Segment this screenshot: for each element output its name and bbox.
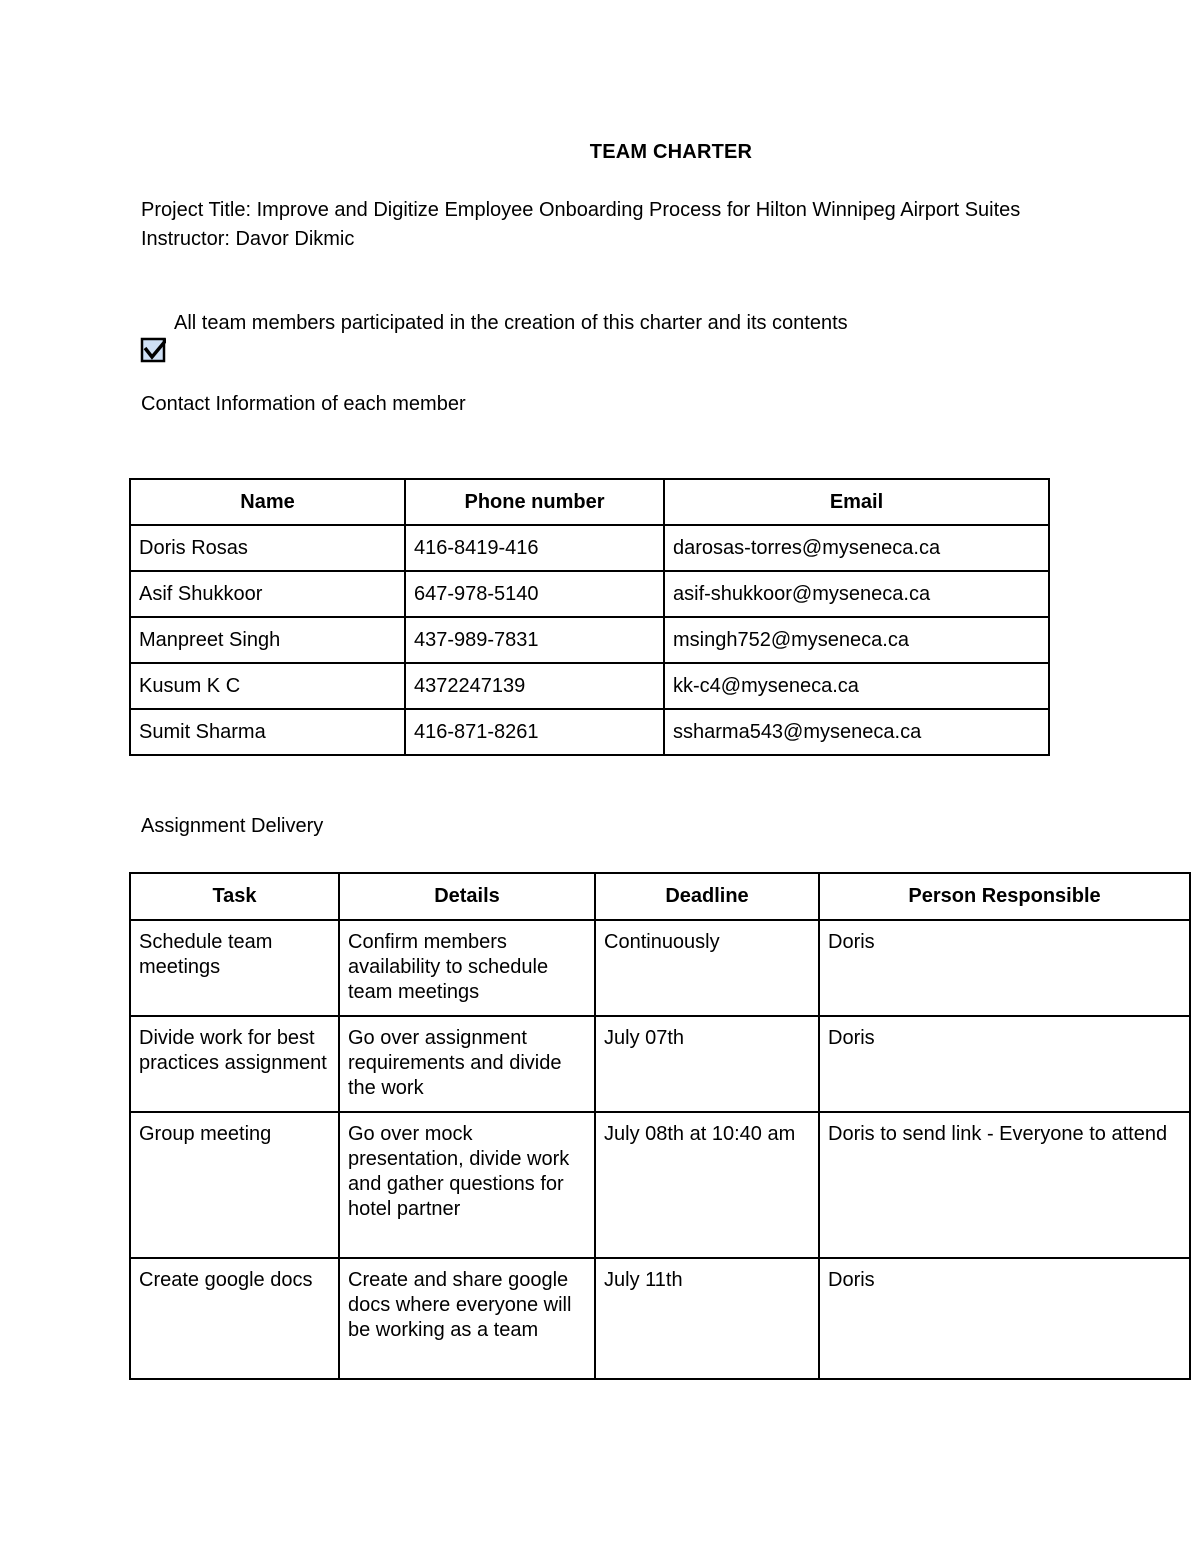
table-row (130, 571, 1049, 617)
person-cell: Doris (819, 1258, 1190, 1379)
table-row (130, 709, 1049, 755)
member-phone: 437-989-7831 (405, 617, 664, 663)
instructor: Instructor: Davor Dikmic (141, 228, 355, 250)
column-header-email: Email (664, 479, 1049, 525)
deadline-cell: July 08th at 10:40 am (595, 1112, 819, 1258)
details-cell: Go over mock presentation, divide work and gather questions for hotel partner (339, 1112, 595, 1258)
person-cell: Doris (819, 920, 1190, 1016)
contact-header-row (130, 479, 1049, 525)
participation-statement: All team members participated in the creation of this charter and its contents (174, 312, 848, 334)
member-name: Kusum K C (130, 663, 405, 709)
delivery-heading: Assignment Delivery (141, 815, 324, 837)
deadline-cell: July 07th (595, 1016, 819, 1112)
column-header-task: Task (130, 873, 339, 920)
document-title: TEAM CHARTER (589, 141, 753, 163)
member-email: msingh752@myseneca.ca (664, 617, 1049, 663)
column-header-person: Person Responsible (819, 873, 1190, 920)
task-cell: Divide work for best practices assignment (130, 1016, 339, 1112)
contact-table (129, 478, 1050, 756)
contact-heading: Contact Information of each member (141, 393, 466, 415)
member-email: kk-c4@myseneca.ca (664, 663, 1049, 709)
checkbox-checked-icon[interactable] (140, 337, 166, 363)
column-header-deadline: Deadline (595, 873, 819, 920)
member-name: Doris Rosas (130, 525, 405, 571)
details-cell: Create and share google docs where everyone will be working as a team (339, 1258, 595, 1379)
deadline-cell: Continuously (595, 920, 819, 1016)
member-name: Asif Shukkoor (130, 571, 405, 617)
table-row (130, 1112, 1190, 1258)
project-title: Project Title: Improve and Digitize Employee Onboarding Process for Hilton Winnipeg Airport Suites (141, 199, 1021, 221)
column-header-details: Details (339, 873, 595, 920)
member-phone: 4372247139 (405, 663, 664, 709)
member-name: Manpreet Singh (130, 617, 405, 663)
member-email: darosas-torres@myseneca.ca (664, 525, 1049, 571)
member-email: ssharma543@myseneca.ca (664, 709, 1049, 755)
deadline-cell: July 11th (595, 1258, 819, 1379)
column-header-name: Name (130, 479, 405, 525)
task-cell: Group meeting (130, 1112, 339, 1258)
person-cell: Doris to send link - Everyone to attend (819, 1112, 1190, 1258)
member-phone: 416-871-8261 (405, 709, 664, 755)
table-row (130, 617, 1049, 663)
participation-confirmation (140, 312, 940, 364)
member-name: Sumit Sharma (130, 709, 405, 755)
delivery-header-row (130, 873, 1190, 920)
member-phone: 647-978-5140 (405, 571, 664, 617)
details-cell: Confirm members availability to schedule team meetings (339, 920, 595, 1016)
person-cell: Doris (819, 1016, 1190, 1112)
member-phone: 416-8419-416 (405, 525, 664, 571)
table-row (130, 663, 1049, 709)
details-cell: Go over assignment requirements and divide the work (339, 1016, 595, 1112)
table-row (130, 920, 1190, 1016)
task-cell: Schedule team meetings (130, 920, 339, 1016)
table-row (130, 1016, 1190, 1112)
column-header-phone: Phone number (405, 479, 664, 525)
task-cell: Create google docs (130, 1258, 339, 1379)
assignment-delivery-table (129, 872, 1191, 1380)
table-row (130, 1258, 1190, 1379)
table-row (130, 525, 1049, 571)
member-email: asif-shukkoor@myseneca.ca (664, 571, 1049, 617)
